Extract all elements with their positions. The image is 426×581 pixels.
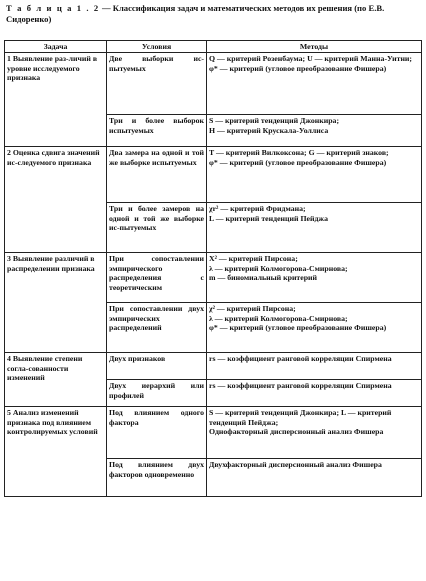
- table-caption: [6, 3, 418, 25]
- method-item: χ² — критерий Пирсона;: [209, 304, 296, 314]
- condition-cell: Два замера на одной и той же выборке испытуемых: [107, 147, 207, 203]
- condition-cell: Три и более выборок испытуемых: [107, 115, 207, 147]
- methods-cell: [207, 459, 422, 497]
- condition-cell: При сопоставлении эмпирического распределения с теоретическим: [107, 253, 207, 303]
- method-item: Однофакторный дисперсионный анализ Фишера: [209, 427, 384, 437]
- methods-cell: [207, 303, 422, 353]
- method-item: λ — критерий Колмогорова-Смирнова;: [209, 263, 348, 273]
- method-item: φ* — критерий (угловое преобразование Фишера): [209, 323, 387, 333]
- methods-cell: [207, 407, 422, 459]
- header-conditions: Условия: [107, 41, 207, 53]
- task-cell: 5 Анализ изменений признака под влиянием контролируемых условий: [5, 407, 107, 497]
- task-cell: 3 Выявление различий в распределении признака: [5, 253, 107, 353]
- method-item: S — критерий тенденций Джонкира;: [209, 116, 340, 126]
- table-row: [5, 147, 422, 203]
- methods-cell: [207, 253, 422, 303]
- condition-cell: Двух признаков: [107, 353, 207, 380]
- header-methods: Методы: [207, 41, 422, 53]
- method-item: φ* — критерий (угловое преобразование Фишера): [209, 63, 387, 73]
- method-item: Двухфакторный дисперсионный анализ Фишера: [209, 460, 382, 470]
- methods-table: [4, 40, 422, 497]
- table-row: [5, 53, 422, 115]
- table-label: Т а б л и ц а 1 . 2: [6, 3, 100, 13]
- method-item: rs — коэффициент ранговой корреляции Спирмена: [209, 381, 392, 391]
- condition-cell: Двух иерархий или профилей: [107, 380, 207, 407]
- methods-cell: [207, 203, 422, 253]
- condition-cell: Под влиянием двух факторов одновременно: [107, 459, 207, 497]
- table-row: [5, 407, 422, 459]
- table-row: [5, 353, 422, 380]
- method-item: S — критерий тенденций Джонкира; L — критерий тенденций Пейджа;: [209, 408, 392, 427]
- method-item: φ* — критерий (угловое преобразование Фишера): [209, 157, 387, 167]
- table-title: — Классификация задач и математических методов их решения (по Е.В. Сидоренко): [6, 3, 385, 24]
- condition-cell: При сопоставлении двух эмпирических распределений: [107, 303, 207, 353]
- condition-cell: Три и более замеров на одной и той же выборке ис-пытуемых: [107, 203, 207, 253]
- header-task: Задача: [5, 41, 107, 53]
- table-header-row: [5, 41, 422, 53]
- method-item: λ — критерий Колмогорова-Смирнова;: [209, 313, 348, 323]
- methods-cell: [207, 353, 422, 380]
- condition-cell: Две выборки ис-пытуемых: [107, 53, 207, 115]
- methods-cell: [207, 147, 422, 203]
- task-cell: 4 Выявление степени согла-сованности изменений: [5, 353, 107, 407]
- method-item: rs — коэффициент ранговой корреляции Спирмена: [209, 354, 392, 364]
- method-item: T — критерий Вилкоксона; G — критерий знаков;: [209, 148, 389, 158]
- method-item: Χ² — критерий Пирсона;: [209, 254, 298, 264]
- method-item: χr² — критерий Фридмана;: [209, 204, 306, 214]
- method-item: m — биномиальный критерий: [209, 273, 318, 283]
- methods-cell: [207, 115, 422, 147]
- task-cell: 1 Выявление раз-личий в уровне исследуемого признака: [5, 53, 107, 147]
- method-item: L — критерий тенденций Пейджа: [209, 213, 328, 223]
- table-row: [5, 253, 422, 303]
- method-item: H — критерий Крускала-Уоллиса: [209, 125, 329, 135]
- method-item: Q — критерий Розенбаума; U — критерий Манна-Уитни;: [209, 54, 413, 64]
- methods-cell: [207, 53, 422, 115]
- task-cell: 2 Оценка сдвига значений ис-следуемого признака: [5, 147, 107, 253]
- methods-cell: [207, 380, 422, 407]
- condition-cell: Под влиянием одного фактора: [107, 407, 207, 459]
